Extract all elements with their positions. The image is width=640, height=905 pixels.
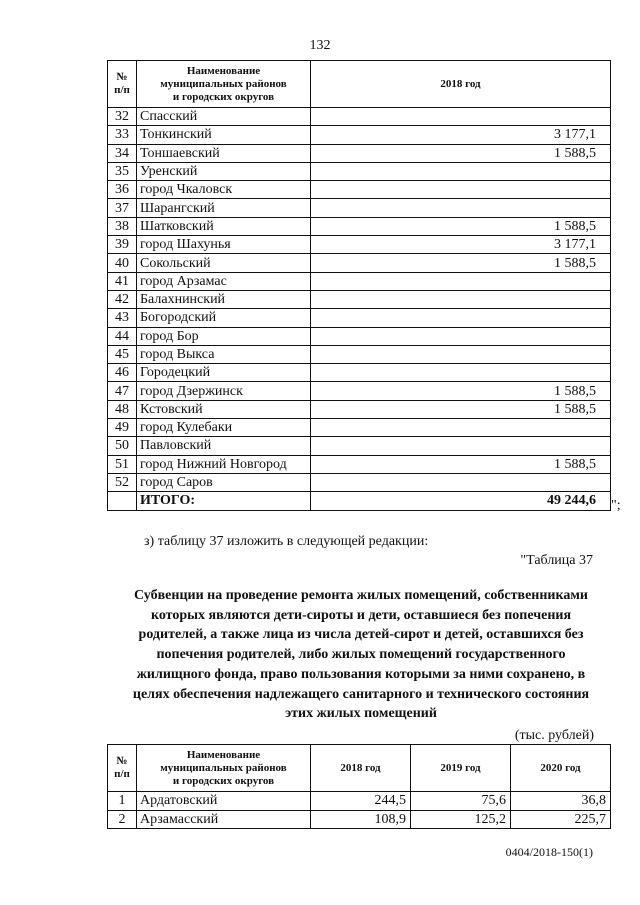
table-row xyxy=(108,309,611,327)
municipality-name: Богородский xyxy=(137,309,311,327)
quote-closing: "; xyxy=(611,498,621,513)
document-code: 0404/2018-150(1) xyxy=(505,845,593,859)
table-title: Субвенции на проведение ремонта жилых помещений, собственниками которых являются дети-сироты и дети, оставшиеся без попечения родителей, а также лица из числа детей-сирот и детей, оставшихся без попечения родителей, либо жилых помещений государственного жилищного фонда, право пользования которыми за ними сохранено, в целях обеспечения надлежащего санитарного и технического состояния этих жилых помещений xyxy=(132,588,590,722)
municipality-name: город Выкса xyxy=(137,345,311,363)
header-2019: 2019 год xyxy=(411,745,511,792)
municipality-name: Балахнинский xyxy=(137,290,311,308)
municipality-name: Тоншаевский xyxy=(137,144,311,162)
value-2018: 1 588,5 xyxy=(311,217,611,235)
table-row xyxy=(108,473,611,491)
row-number: 47 xyxy=(108,382,137,400)
row-number: 42 xyxy=(108,290,137,308)
row-number: 37 xyxy=(108,199,137,217)
row-number: 36 xyxy=(108,181,137,199)
table-row xyxy=(108,327,611,345)
table-row xyxy=(108,254,611,272)
table-row xyxy=(108,144,611,162)
value-2018 xyxy=(311,272,611,290)
value-2018 xyxy=(311,162,611,180)
row-number: 35 xyxy=(108,162,137,180)
value-2018: 3 177,1 xyxy=(311,126,611,144)
municipality-name: город Кулебаки xyxy=(137,419,311,437)
total-row xyxy=(108,492,611,510)
row-number: 33 xyxy=(108,126,137,144)
row-number: 34 xyxy=(108,144,137,162)
table-row xyxy=(108,419,611,437)
value-2018 xyxy=(311,345,611,363)
table-row xyxy=(108,290,611,308)
municipality-name: город Арзамас xyxy=(137,272,311,290)
municipality-name: город Дзержинск xyxy=(137,382,311,400)
row-number: 39 xyxy=(108,236,137,254)
table-row xyxy=(108,272,611,290)
table-row xyxy=(108,345,611,363)
table-row xyxy=(108,810,611,829)
row-number: 41 xyxy=(108,272,137,290)
row-number: 2 xyxy=(108,810,137,829)
table-row xyxy=(108,126,611,144)
value-2018: 244,5 xyxy=(311,792,411,811)
value-2019: 75,6 xyxy=(411,792,511,811)
total-value: 49 244,6 xyxy=(311,492,611,510)
municipality-name: Павловский xyxy=(137,437,311,455)
row-number: 50 xyxy=(108,437,137,455)
value-2018: 1 588,5 xyxy=(311,144,611,162)
row-number: 43 xyxy=(108,309,137,327)
municipality-name: Шатковский xyxy=(137,217,311,235)
total-label: ИТОГО: xyxy=(137,492,311,510)
row-number: 44 xyxy=(108,327,137,345)
value-2018 xyxy=(311,364,611,382)
value-2020: 36,8 xyxy=(511,792,611,811)
table-header-row xyxy=(108,61,611,108)
table-header-row xyxy=(108,745,611,792)
row-number: 38 xyxy=(108,217,137,235)
municipality-name: город Бор xyxy=(137,327,311,345)
municipality-name: Ардатовский xyxy=(137,792,311,811)
header-municipality: Наименование муниципальных районов и городских округов xyxy=(137,745,311,792)
municipality-name: Тонкинский xyxy=(137,126,311,144)
municipality-name: Шарангский xyxy=(137,199,311,217)
header-2018: 2018 год xyxy=(311,61,611,108)
subsidy-table-37 xyxy=(107,744,611,829)
row-number: 49 xyxy=(108,419,137,437)
value-2018: 1 588,5 xyxy=(311,254,611,272)
table-row xyxy=(108,400,611,418)
municipality-name: Городецкий xyxy=(137,364,311,382)
amendment-paragraph: з) таблицу 37 изложить в следующей редакции: xyxy=(144,534,429,549)
units-label: (тыс. рублей) xyxy=(514,728,594,743)
table-row xyxy=(108,181,611,199)
value-2018: 3 177,1 xyxy=(311,236,611,254)
value-2018 xyxy=(311,473,611,491)
municipality-name: Кстовский xyxy=(137,400,311,418)
municipality-name: Сокольский xyxy=(137,254,311,272)
municipality-name: Спасский xyxy=(137,108,311,126)
value-2018: 1 588,5 xyxy=(311,382,611,400)
table-row xyxy=(108,792,611,811)
municipality-name: Арзамасский xyxy=(137,810,311,829)
header-number: № п/п xyxy=(108,745,137,792)
municipality-name: город Нижний Новгород xyxy=(137,455,311,473)
value-2019: 125,2 xyxy=(411,810,511,829)
value-2020: 225,7 xyxy=(511,810,611,829)
value-2018 xyxy=(311,419,611,437)
value-2018 xyxy=(311,309,611,327)
row-number: 32 xyxy=(108,108,137,126)
header-2018: 2018 год xyxy=(311,745,411,792)
value-2018: 108,9 xyxy=(311,810,411,829)
table-row xyxy=(108,364,611,382)
row-number: 46 xyxy=(108,364,137,382)
value-2018: 1 588,5 xyxy=(311,400,611,418)
value-2018 xyxy=(311,290,611,308)
municipality-name: город Шахунья xyxy=(137,236,311,254)
table-row xyxy=(108,437,611,455)
table-row xyxy=(108,162,611,180)
table-label: "Таблица 37 xyxy=(520,553,593,568)
row-number: 52 xyxy=(108,473,137,491)
row-number: 1 xyxy=(108,792,137,811)
header-municipality: Наименование муниципальных районов и городских округов xyxy=(137,61,311,108)
table-row xyxy=(108,108,611,126)
total-number-cell xyxy=(108,492,137,510)
header-number: № п/п xyxy=(108,61,137,108)
value-2018 xyxy=(311,108,611,126)
table-row xyxy=(108,236,611,254)
value-2018 xyxy=(311,199,611,217)
row-number: 51 xyxy=(108,455,137,473)
value-2018: 1 588,5 xyxy=(311,455,611,473)
page-number: 132 xyxy=(309,38,331,53)
row-number: 45 xyxy=(108,345,137,363)
header-2020: 2020 год xyxy=(511,745,611,792)
row-number: 40 xyxy=(108,254,137,272)
row-number: 48 xyxy=(108,400,137,418)
municipality-name: Уренский xyxy=(137,162,311,180)
table-row xyxy=(108,199,611,217)
table-row xyxy=(108,455,611,473)
table-row xyxy=(108,217,611,235)
municipality-name: город Чкаловск xyxy=(137,181,311,199)
value-2018 xyxy=(311,181,611,199)
municipality-name: город Саров xyxy=(137,473,311,491)
value-2018 xyxy=(311,437,611,455)
table-row xyxy=(108,382,611,400)
value-2018 xyxy=(311,327,611,345)
subsidy-table-continued xyxy=(107,60,611,511)
